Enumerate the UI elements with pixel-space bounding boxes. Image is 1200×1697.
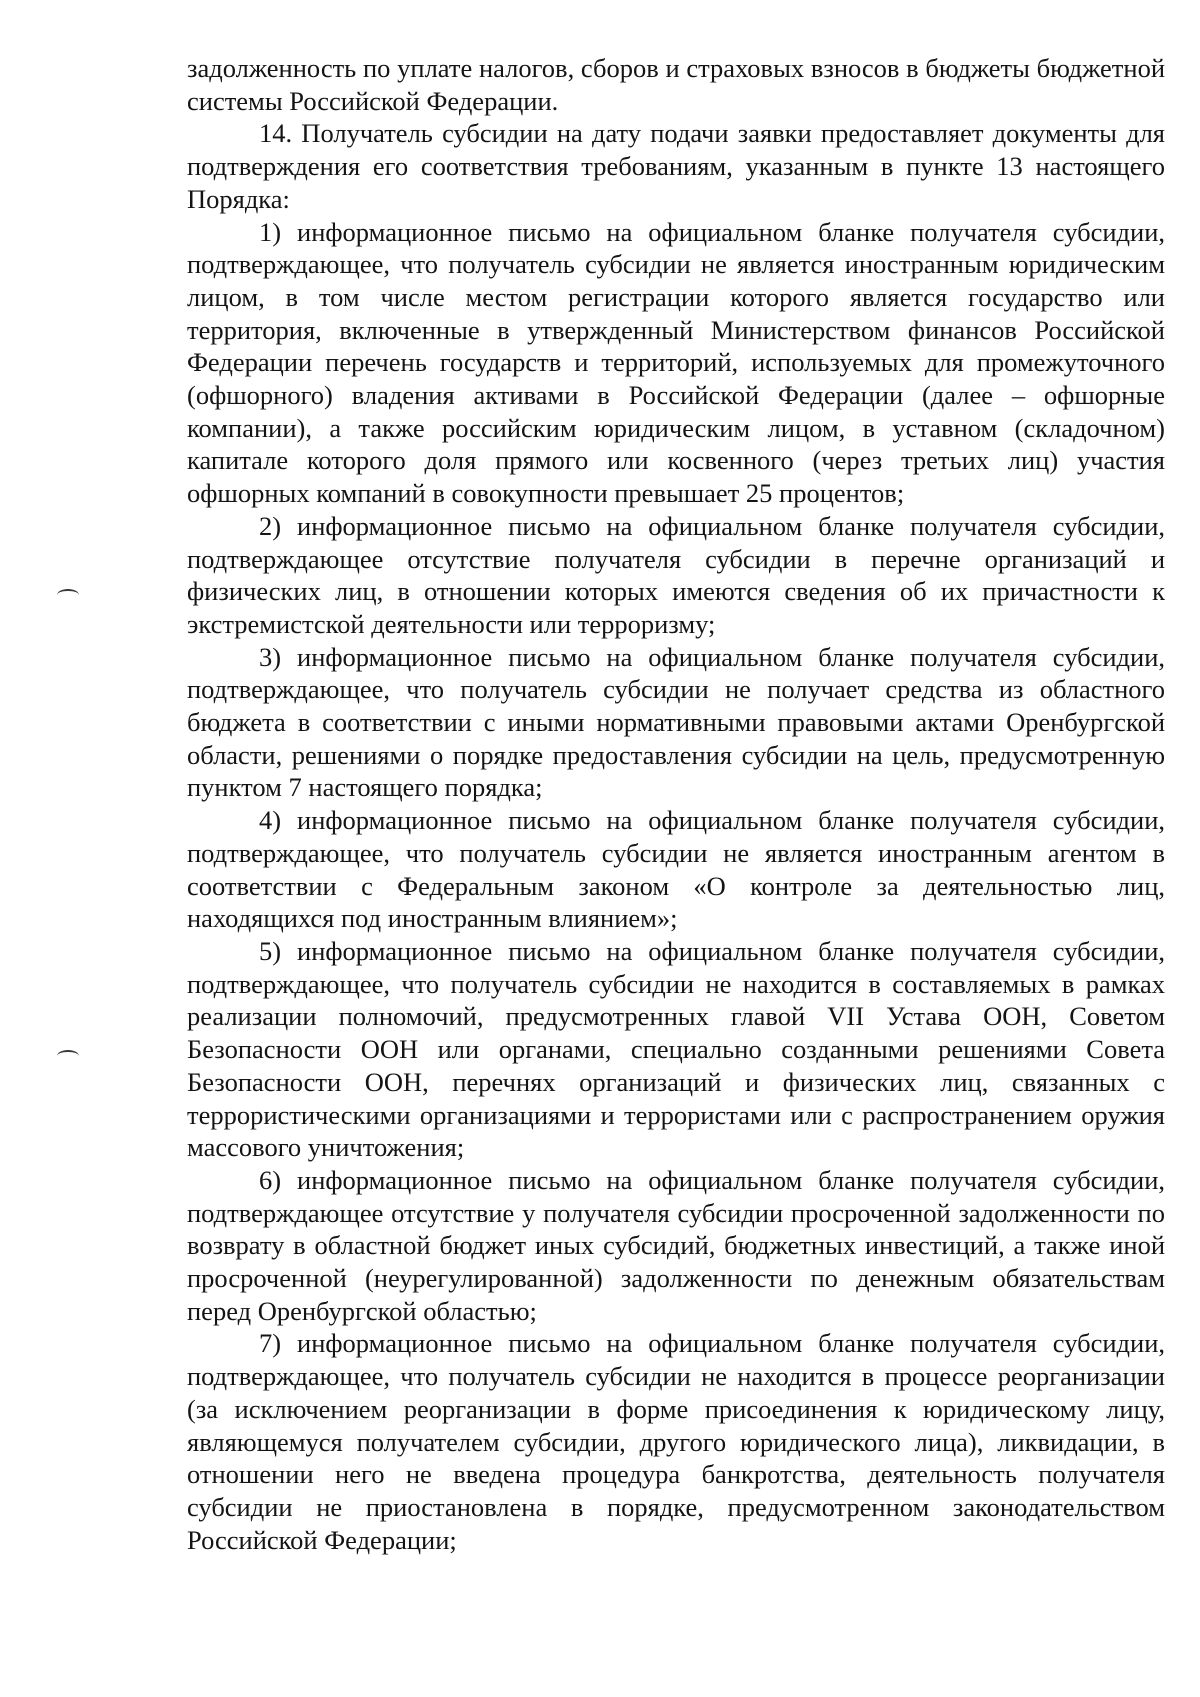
list-item-3: 3) информационное письмо на официальном бланке получателя субсидии, подтверждающее, что получатель субсидии не получает средства из областного бюджета в соответствии с иными нормативными правовыми актами Оренбургской области, решениями о порядке предоставления субсидии на цель, предусмотренную пунктом 7 настоящего порядка; bbox=[187, 641, 1165, 803]
list-item-6: 6) информационное письмо на официальном бланке получателя субсидии, подтверждающее отсутствие у получателя субсидии просроченной задолженности по возврату в областной бюджет иных субсидий, бюджетных инвестиций, а также иной просроченной (неурегулированной) задолженности по денежным обязательствам перед Оренбургской областью; bbox=[187, 1164, 1165, 1326]
list-item-7: 7) информационное письмо на официальном бланке получателя субсидии, подтверждающее, что получатель субсидии не находится в процессе реорганизации (за исключением реорганизации в форме присоединения к юридическому лицу, являющемуся получателем субсидии, другого юридического лица), ликвидации, в отношении него не введена процедура банкротства, деятельность получателя субсидии не приостановлена в порядке, предусмотренном законодательством Российской Федерации; bbox=[187, 1328, 1165, 1555]
paragraph-clause-14: 14. Получатель субсидии на дату подачи заявки предоставляет документы для подтверждения его соответствия требованиям, указанным в пункте 13 настоящего Порядка: bbox=[187, 118, 1165, 214]
scan-margin-mark bbox=[57, 589, 79, 601]
list-item-2: 2) информационное письмо на официальном бланке получателя субсидии, подтверждающее отсутствие получателя субсидии в перечне организаций и физических лиц, в отношении которых имеются сведения об их причастности к экстремистской деятельности или терроризму; bbox=[187, 510, 1165, 639]
scan-margin-mark bbox=[57, 1050, 79, 1062]
paragraph-continuation: задолженность по уплате налогов, сборов и страховых взносов в бюджеты бюджетной системы Российской Федерации. bbox=[187, 53, 1165, 116]
list-item-1: 1) информационное письмо на официальном бланке получателя субсидии, подтверждающее, что получатель субсидии не является иностранным юридическим лицом, в том числе местом регистрации которого является государство или территория, включенные в утвержденный Министерством финансов Российской Федерации перечень государств и территорий, используемых для промежуточного (офшорного) владения активами в Российской Федерации (далее – офшорные компании), а также российским юридическим лицом, в уставном (складочном) капитале которого доля прямого или косвенного (через третьих лиц) участия офшорных компаний в совокупности превышает 25 процентов; bbox=[187, 216, 1165, 509]
document-page bbox=[187, 52, 1165, 1556]
list-item-4: 4) информационное письмо на официальном бланке получателя субсидии, подтверждающее, что получатель субсидии не является иностранным агентом в соответствии с Федеральным законом «О контроле за деятельностью лиц, находящихся под иностранным влиянием»; bbox=[187, 805, 1165, 934]
list-item-5: 5) информационное письмо на официальном бланке получателя субсидии, подтверждающее, что получатель субсидии не находится в составляемых в рамках реализации полномочий, предусмотренных главой VII Устава ООН, Советом Безопасности ООН или органами, специально созданными решениями Совета Безопасности ООН, перечнях организаций и физических лиц, связанных с террористическими организациями и террористами или с распространением оружия массового уничтожения; bbox=[187, 935, 1165, 1163]
